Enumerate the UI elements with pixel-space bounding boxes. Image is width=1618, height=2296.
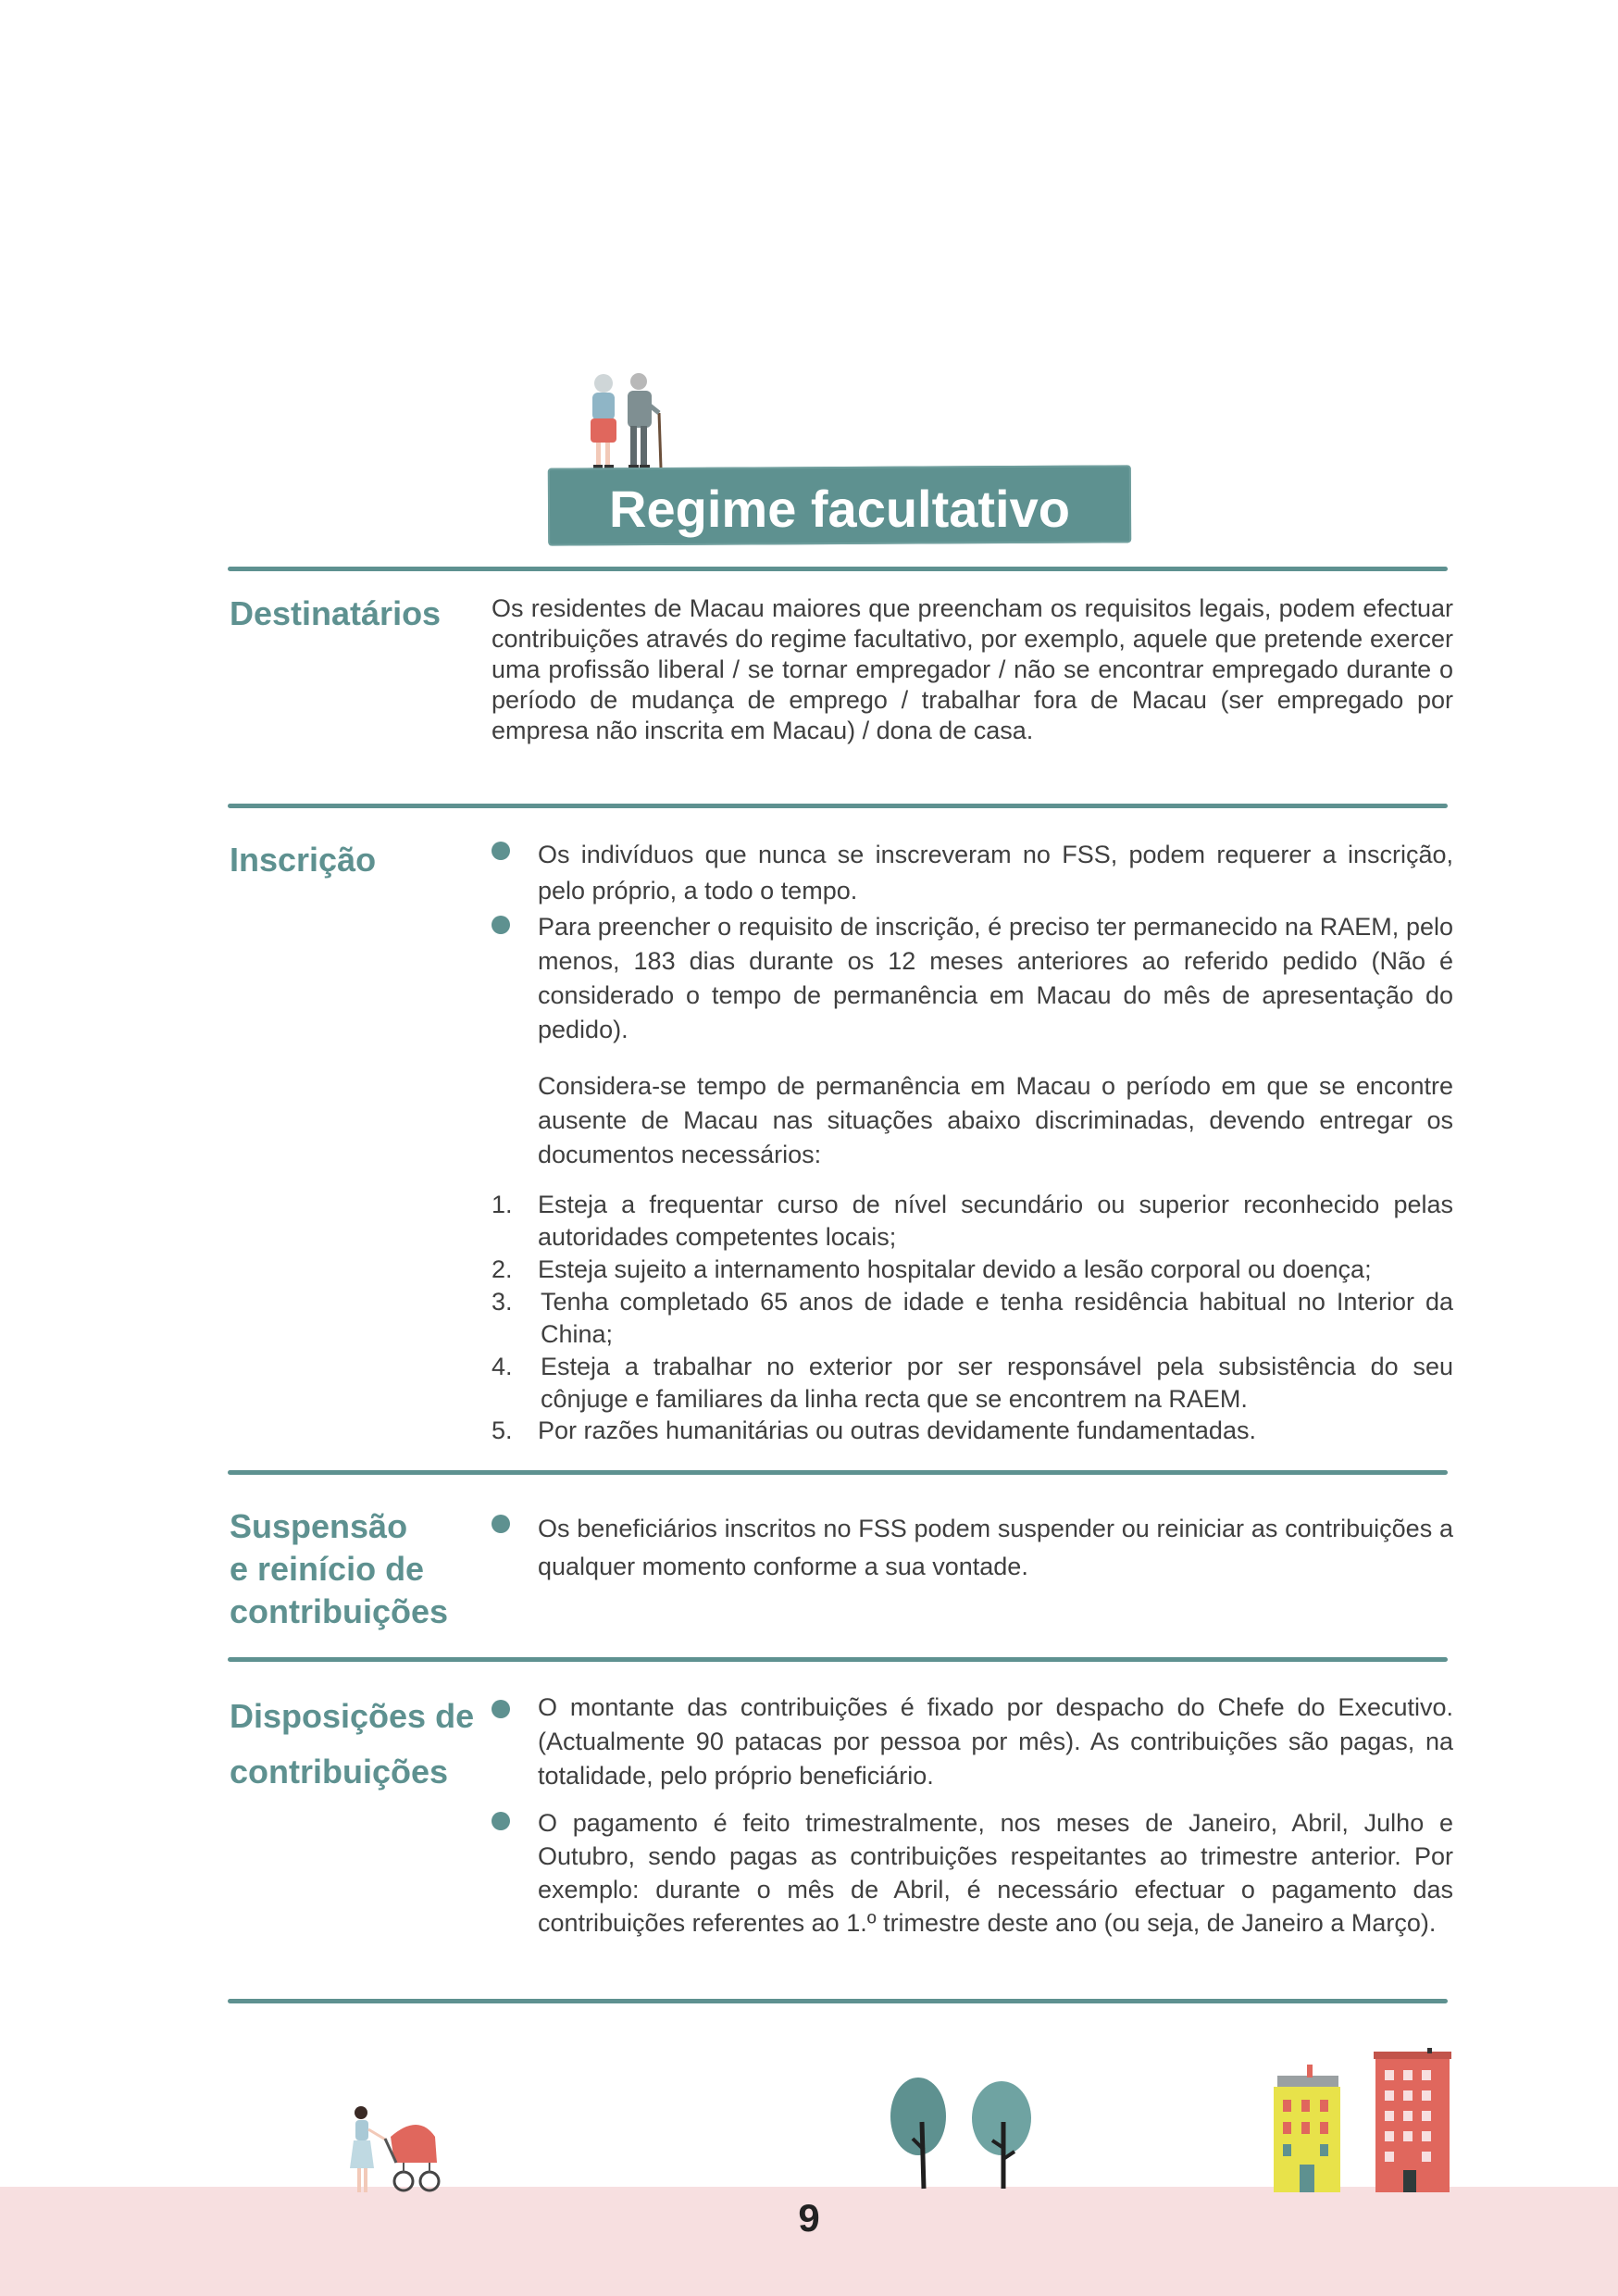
list-number: 4. xyxy=(492,1353,513,1380)
inscricao-note: Considera-se tempo de permanência em Macau o período em que se encontre ausente de Macau nas situações abaixo discriminadas, devendo entregar os documentos necessários: xyxy=(538,1072,1453,1168)
heading-disposicoes: Disposições de contribuições xyxy=(230,1697,475,1791)
bullet-dot xyxy=(492,1812,510,1830)
elderly-couple-icon xyxy=(579,368,676,478)
list-item: Por razões humanitárias ou outras devidamente fundamentadas. xyxy=(538,1416,1256,1444)
list-number: 3. xyxy=(492,1288,513,1316)
list-item: Esteja sujeito a internamento hospitalar devido a lesão corporal ou doença; xyxy=(538,1255,1372,1283)
bullet-dot xyxy=(492,842,510,860)
bullet-dot xyxy=(492,1700,510,1718)
list-item: Esteja a frequentar curso de nível secundário ou superior reconhecido pelas autoridades competentes locais; xyxy=(538,1191,1453,1251)
section-divider xyxy=(228,567,1448,571)
suspensao-bullet-1: Os beneficiários inscritos no FSS podem suspender ou reiniciar as contribuições a qualquer momento conforme a sua vontade. xyxy=(538,1515,1453,1580)
page-title: Regime facultativo xyxy=(609,480,1070,538)
list-item: Esteja a trabalhar no exterior por ser responsável pela subsistência do seu cônjuge e familiares da linha recta que se encontrem na RAEM. xyxy=(541,1353,1453,1413)
list-number: 5. xyxy=(492,1416,513,1444)
buildings-icon xyxy=(1272,2048,1453,2192)
section-divider xyxy=(228,1999,1448,2003)
section-divider xyxy=(228,1657,1448,1662)
disposicoes-bullet-2: O pagamento é feito trimestralmente, nos meses de Janeiro, Abril, Julho e Outubro, sendo pagas as contribuições respeitantes ao trimestre anterior. Por exemplo: durante o mês de Abril, é necessário efectuar o pagamento das contribuições referentes ao 1.º trimestre deste ano (ou seja, de Janeiro a Março). xyxy=(538,1809,1453,1937)
heading-destinatarios: Destinatários xyxy=(230,594,442,632)
bullet-dot xyxy=(492,916,510,934)
list-number: 2. xyxy=(492,1255,513,1283)
section-divider xyxy=(228,804,1448,808)
destinatarios-text: Os residentes de Macau maiores que preencham os requisitos legais, podem efectuar contribuições através do regime facultativo, por exemplo, aquele que pretende exercer uma profissão liberal / se tornar empregador / não se encontrar empregado durante o período de mudança de emprego / trabalhar fora de Macau (ser empregado por empresa não inscrita em Macau) / dona de casa. xyxy=(492,594,1453,744)
inscricao-bullet-2: Para preencher o requisito de inscrição, é preciso ter permanecido na RAEM, pelo menos, 183 dias durante os 12 meses anteriores ao referido pedido (Não é considerado o tempo de permanência em Macau do mês de apresentação do pedido). xyxy=(538,913,1453,1043)
disposicoes-bullet-1: O montante das contribuições é fixado por despacho do Chefe do Executivo. (Actualmente 90 patacas por pessoa por mês). As contribuições são pagas, na totalidade, pelo próprio beneficiário. xyxy=(538,1693,1453,1790)
bullet-dot xyxy=(492,1515,510,1533)
inscricao-bullet-1: Os indivíduos que nunca se inscreveram no FSS, podem requerer a inscrição, pelo próprio, a todo o tempo. xyxy=(538,841,1453,905)
page-number: 9 xyxy=(798,2196,820,2240)
list-number: 1. xyxy=(492,1191,513,1218)
list-item: Tenha completado 65 anos de idade e tenha residência habitual no Interior da China; xyxy=(541,1288,1453,1348)
mother-with-pram-icon xyxy=(348,2103,448,2200)
trees-icon xyxy=(885,2070,1040,2192)
section-divider xyxy=(228,1470,1448,1475)
heading-suspensao: Suspensão e reinício de contribuições xyxy=(230,1507,449,1630)
heading-inscricao: Inscrição xyxy=(230,841,377,879)
